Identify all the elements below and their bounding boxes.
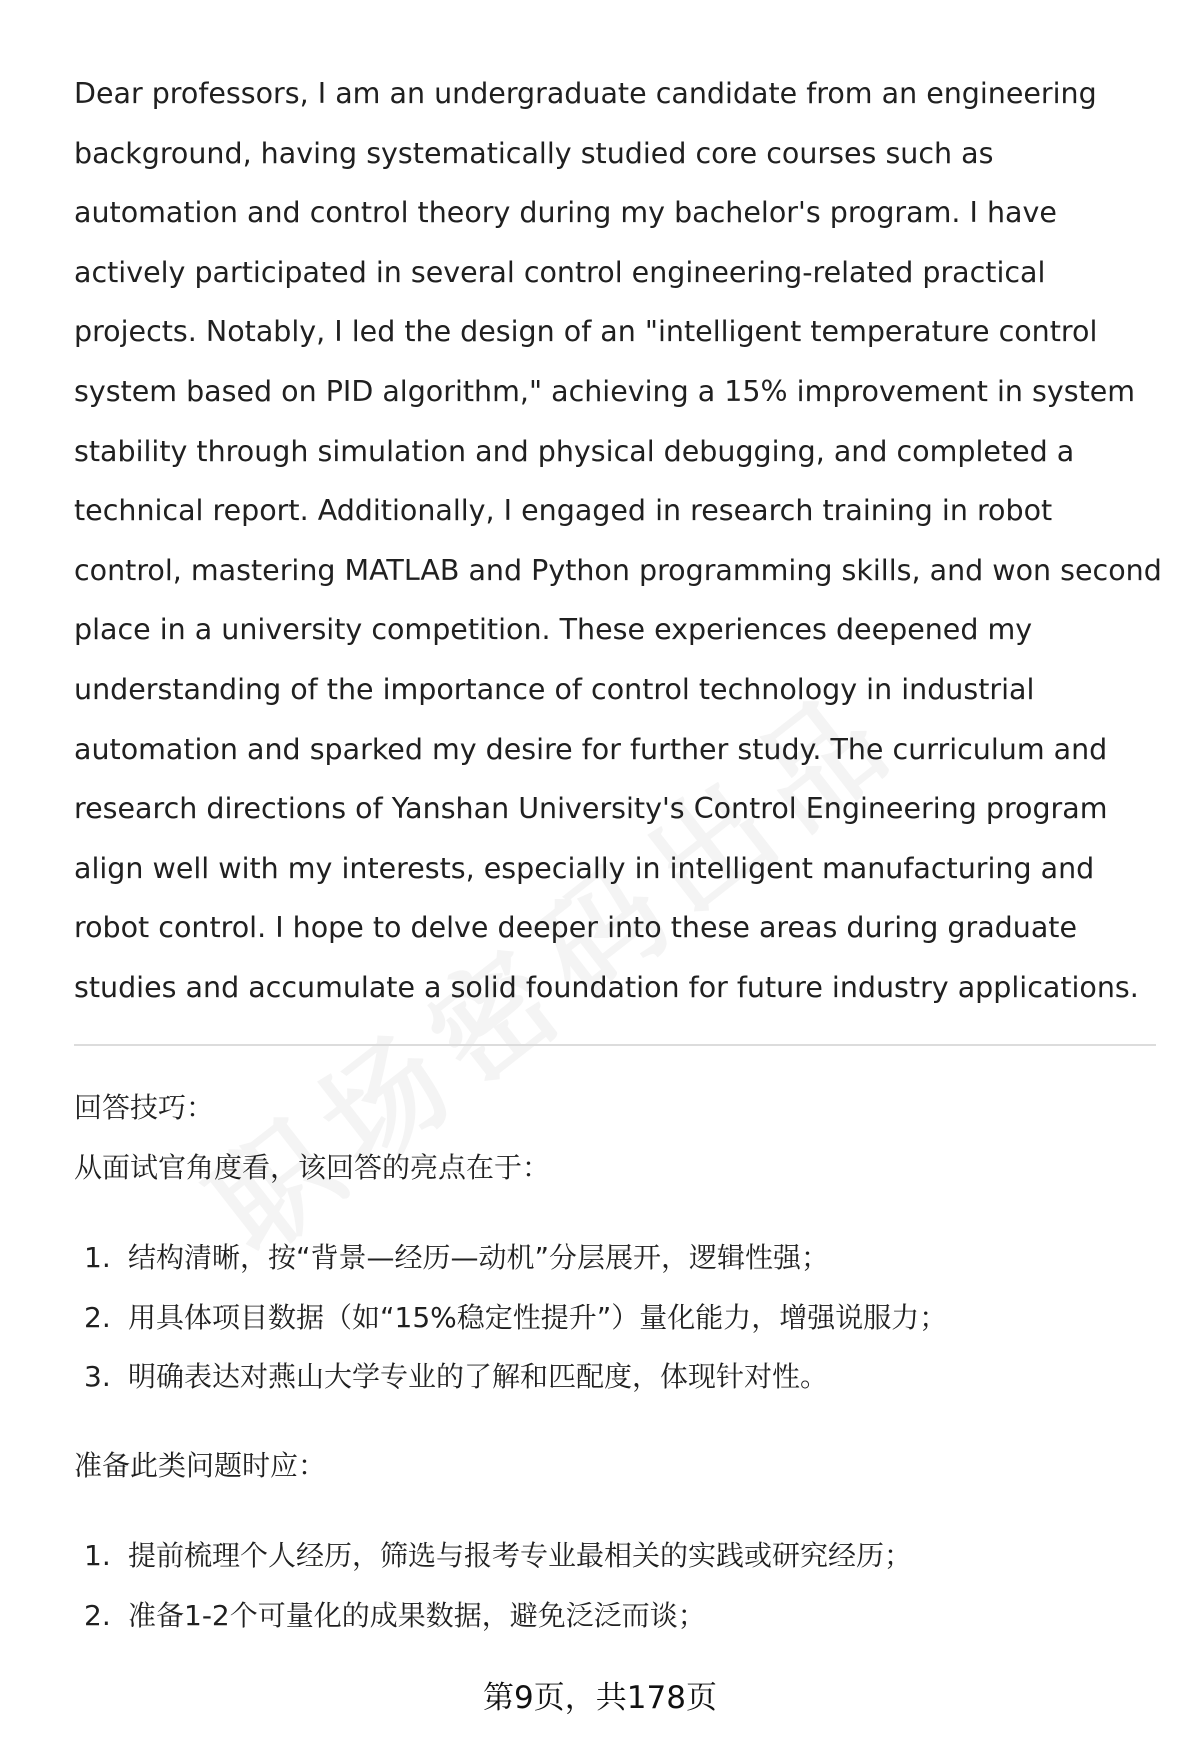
list-item-number: 1. xyxy=(84,1539,111,1572)
list-item xyxy=(84,1288,947,1348)
list-item-number: 2. xyxy=(84,1300,111,1334)
list-item xyxy=(84,1526,912,1586)
list-item-text: 提前梳理个人经历，筛选与报考专业最相关的实践或研究经历； xyxy=(128,1539,913,1572)
page-number: 第9页，共178页 xyxy=(483,1680,717,1716)
list-item-number: 3. xyxy=(84,1360,111,1393)
list-item-text: 准备1-2个可量化的成果数据，避免泛泛而谈； xyxy=(128,1598,706,1632)
list-item-number: 1. xyxy=(84,1241,111,1274)
tips-subheading: 从面试官角度看，该回答的亮点在于： xyxy=(74,1151,551,1184)
list-item-text: 结构清晰，按“背景—经历—动机”分层展开，逻辑性强； xyxy=(128,1241,830,1274)
list-item-text: 明确表达对燕山大学专业的了解和匹配度，体现针对性。 xyxy=(128,1360,829,1393)
list-item xyxy=(84,1228,947,1288)
preparation-heading: 准备此类问题时应： xyxy=(74,1449,327,1482)
highlights-list xyxy=(84,1228,947,1407)
section-divider xyxy=(74,1044,1156,1046)
tips-heading: 回答技巧： xyxy=(74,1091,215,1124)
essay-paragraph: Dear professors, I am an undergraduate candidate from an engineering background, having systematically studied core courses such as automation and control theory during my bachelor's program. I have actively participated in several control engineering-related practical projects. Notably, I led the design of an "intelligent temperature control system based on PID algorithm," achieving a 15% improvement in system stability through simulation and physical debugging, and completed a technical report. Additionally, I engaged in research training in robot control, mastering MATLAB and Python programming skills, and won second place in a university competition. These experiences deepened my understanding of the importance of control technology in industrial automation and sparked my desire for further study. The curriculum and research directions of Yanshan University's Control Engineering program align well with my interests, especially in intelligent manufacturing and robot control. I hope to delve deeper into these areas during graduate studies and accumulate a solid foundation for future industry applications. xyxy=(74,77,1162,1004)
list-item xyxy=(84,1347,947,1407)
list-item-number: 2. xyxy=(84,1598,111,1632)
list-item-text: 用具体项目数据（如“15%稳定性提升”）量化能力，增强说服力； xyxy=(128,1300,948,1334)
list-item xyxy=(84,1586,912,1646)
preparation-list xyxy=(84,1526,912,1645)
